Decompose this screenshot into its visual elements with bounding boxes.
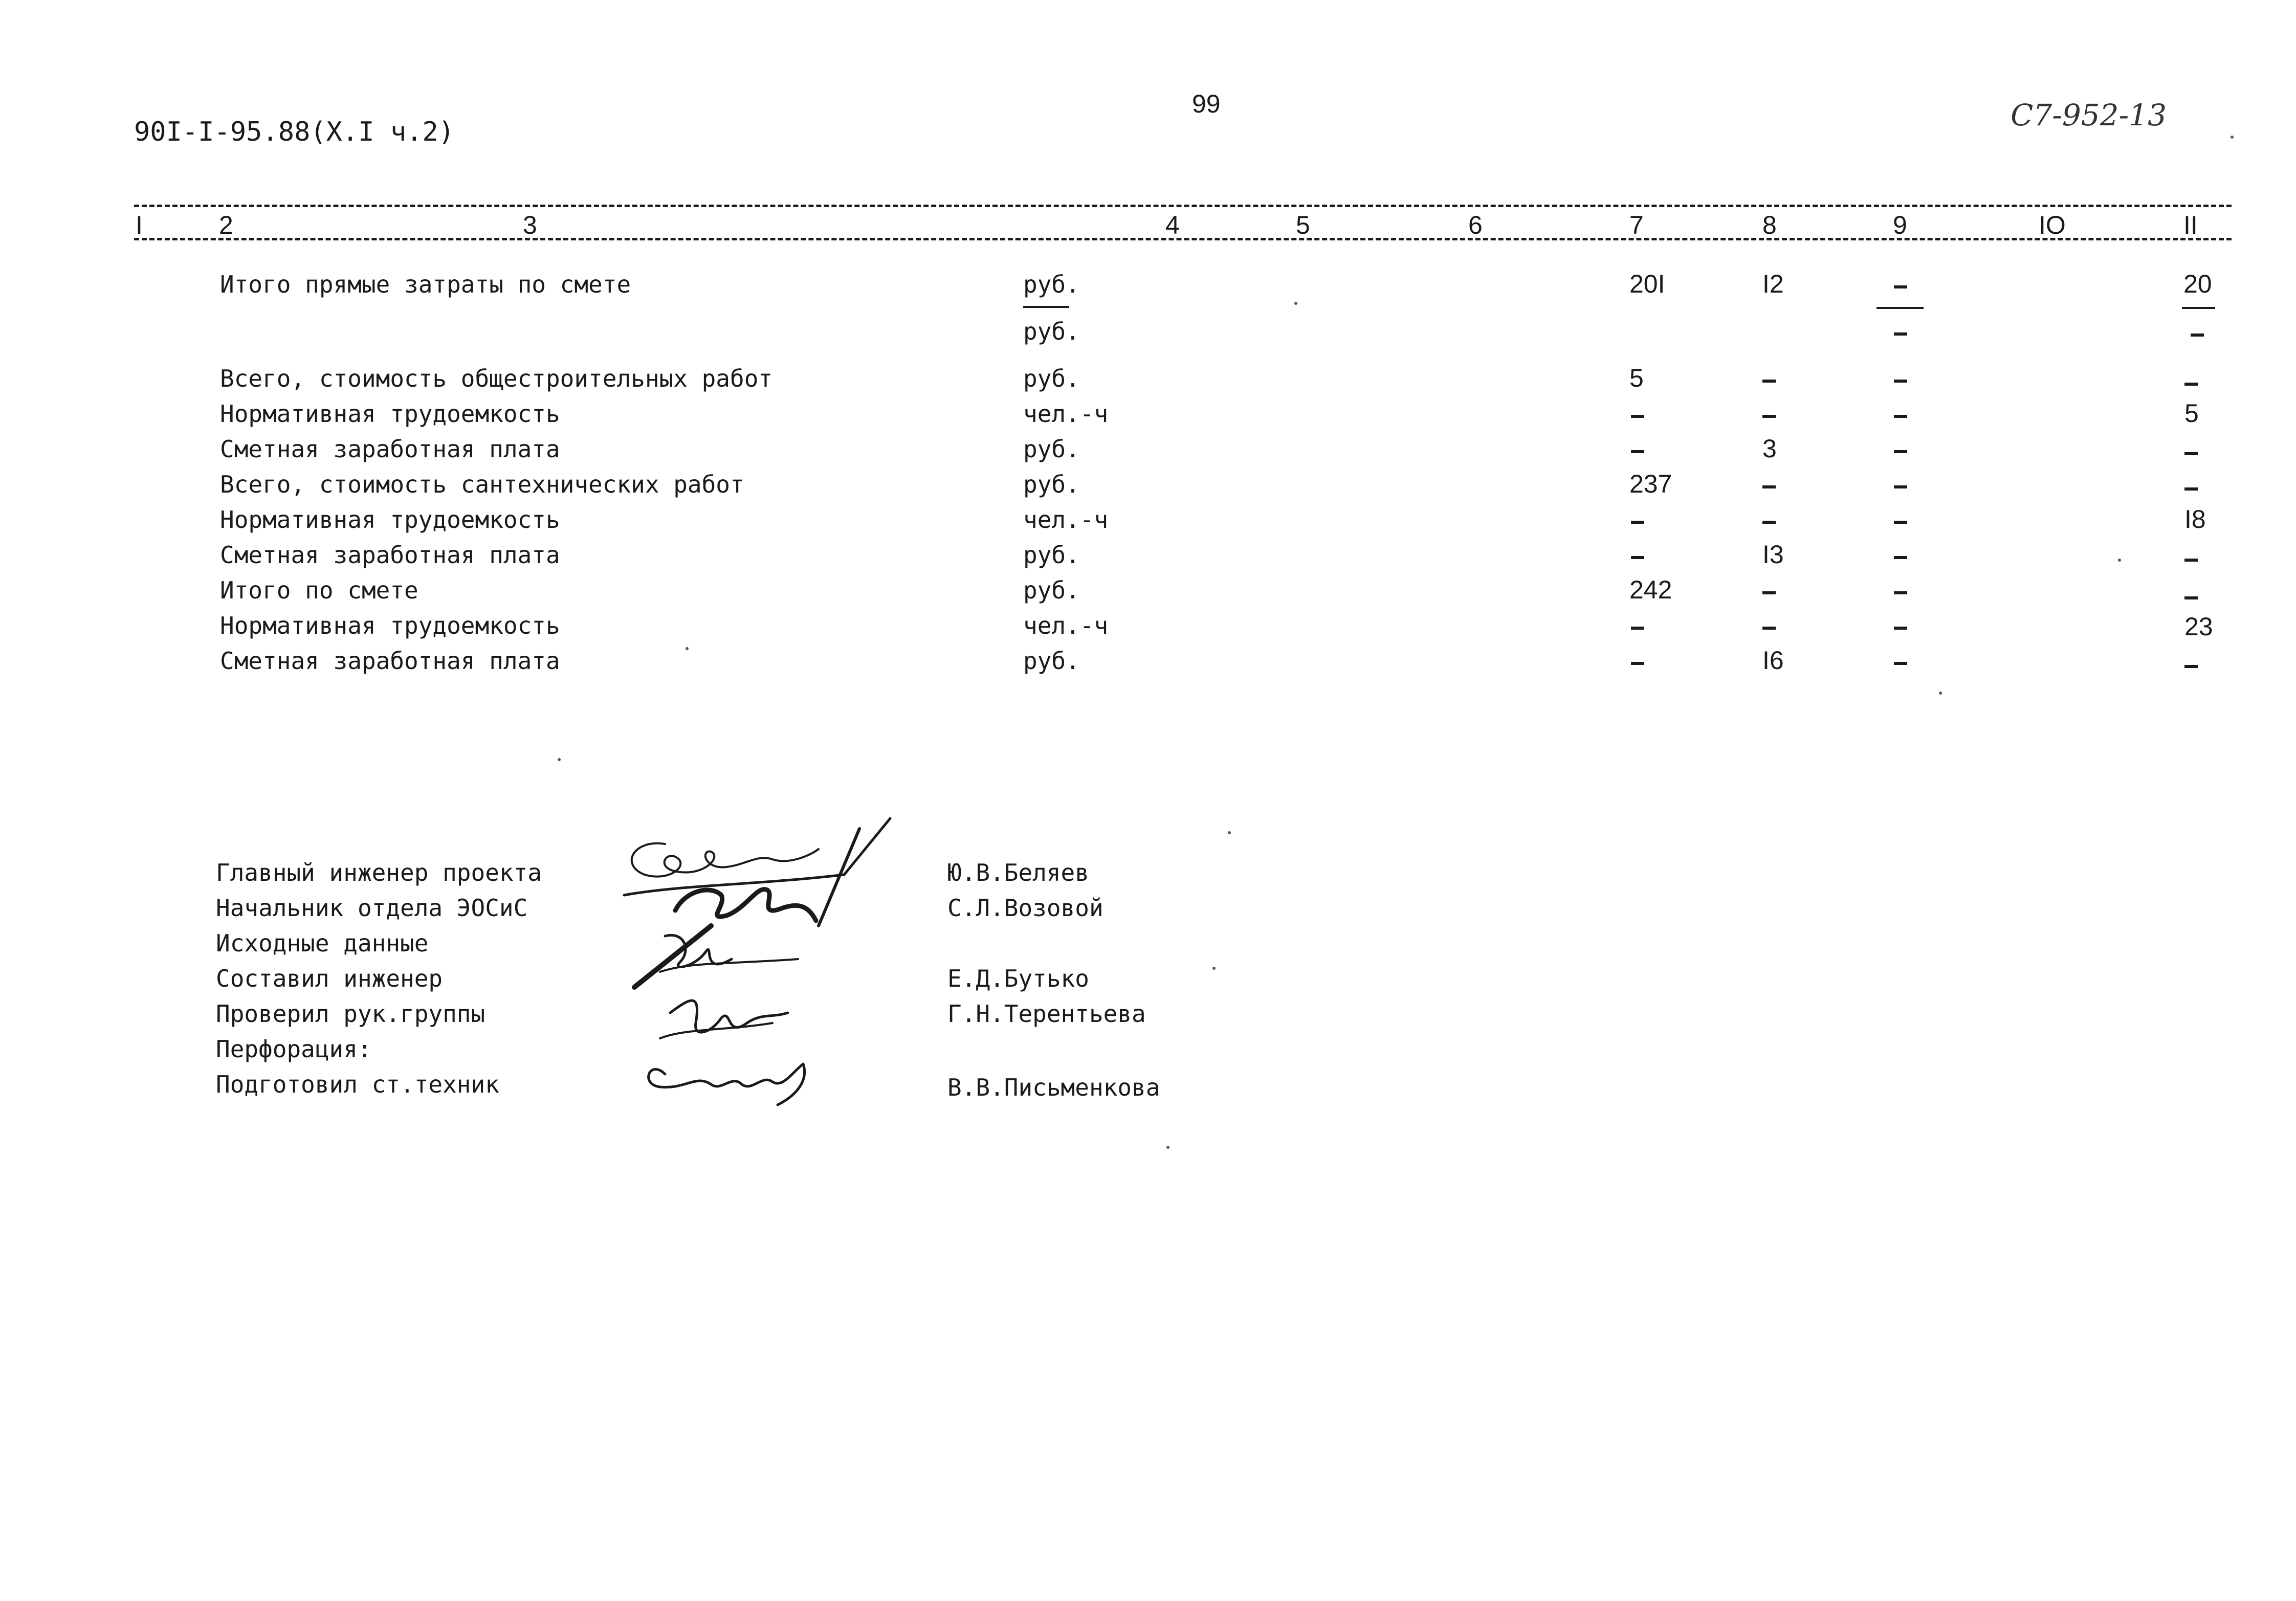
row-unit: руб. <box>1023 435 1080 463</box>
signatory-name: Г.Н.Терентьева <box>947 1000 1146 1028</box>
column-number-10: IO <box>2039 211 2066 239</box>
row-label: Сметная заработная плата <box>220 541 560 569</box>
row-unit: руб. <box>1023 647 1080 675</box>
column-number-9: 9 <box>1893 211 1907 239</box>
row-unit: чел.-ч <box>1023 612 1109 639</box>
cell-col11-dash <box>2184 452 2198 455</box>
row-unit: чел.-ч <box>1023 506 1109 533</box>
cell-col8-dash <box>1762 627 1776 630</box>
column-number-3: 3 <box>523 211 537 239</box>
row-unit: руб. <box>1023 271 1080 298</box>
cell-col8-dash <box>1762 485 1776 488</box>
cell-col8-dash <box>1762 591 1776 594</box>
scan-speck <box>2118 559 2121 562</box>
cell-col7-dash <box>1631 556 1644 559</box>
signature-role: Составил инженер <box>216 965 443 992</box>
cell-col11-dash <box>2184 665 2198 668</box>
scan-speck <box>1166 1146 1169 1149</box>
cell-col9-dash <box>1894 380 1907 383</box>
row-unit: руб. <box>1023 471 1080 498</box>
cell-col8-dash <box>1762 415 1776 418</box>
row-label: Всего, стоимость сантехнических работ <box>220 471 744 498</box>
row-unit: руб. <box>1023 541 1080 569</box>
cell-col8: I2 <box>1762 270 1784 298</box>
row-label: Сметная заработная плата <box>220 647 560 675</box>
document-code: 90I-I-95.88(X.I ч.2) <box>134 117 455 147</box>
cell-col11-dash <box>2191 333 2204 337</box>
col9-underline <box>1876 307 1924 309</box>
column-number-6: 6 <box>1468 211 1483 239</box>
cell-col9-dash <box>1894 450 1907 453</box>
scan-speck <box>2231 136 2234 139</box>
column-number-7: 7 <box>1629 211 1644 239</box>
col11-underline <box>2182 307 2215 309</box>
cell-col8: 3 <box>1762 434 1777 463</box>
signature-role: Начальник отдела ЭОСиС <box>216 894 528 922</box>
row-label: Сметная заработная плата <box>220 435 560 463</box>
signature-role: Главный инженер проекта <box>216 859 542 886</box>
cell-col8-dash <box>1762 380 1776 383</box>
cell-col7-dash <box>1631 415 1644 418</box>
cell-col7: 242 <box>1629 575 1672 604</box>
cell-col9-dash <box>1894 415 1907 418</box>
row-label: Нормативная трудоемкость <box>220 506 560 533</box>
row-label: Нормативная трудоемкость <box>220 400 560 428</box>
cell-col11-dash <box>2184 487 2198 491</box>
cell-col8-dash <box>1762 521 1776 524</box>
signatory-name: С.Л.Возовой <box>947 894 1103 922</box>
row-unit: руб. <box>1023 318 1080 345</box>
cell-col7: 5 <box>1629 364 1644 392</box>
header-bottom-rule <box>134 238 2232 240</box>
scan-speck <box>1228 831 1231 834</box>
cell-col9-dash <box>1894 627 1907 630</box>
column-number-4: 4 <box>1165 211 1180 239</box>
cell-col11: 5 <box>2184 399 2199 428</box>
cell-col9-dash <box>1894 662 1907 665</box>
cell-col11: 20 <box>2183 270 2212 298</box>
page-number: 99 <box>1192 90 1221 118</box>
signatory-name: Е.Д.Бутько <box>947 965 1089 992</box>
cell-col7-dash <box>1631 627 1644 630</box>
cell-col7-dash <box>1631 662 1644 665</box>
scan-speck <box>558 758 561 761</box>
scan-speck <box>686 647 689 650</box>
row-unit: руб. <box>1023 576 1080 604</box>
row-label: Итого по смете <box>220 576 418 604</box>
cell-col9-dash <box>1894 556 1907 559</box>
signatory-name: Ю.В.Беляев <box>947 859 1089 886</box>
signature-role: Перфорация: <box>216 1035 372 1063</box>
row-label: Всего, стоимость общестроительных работ <box>220 365 773 392</box>
unit-underline <box>1023 306 1069 308</box>
cell-col11: 23 <box>2184 612 2213 641</box>
cell-col9-dash <box>1894 332 1907 336</box>
column-number-5: 5 <box>1296 211 1310 239</box>
cell-col7: 237 <box>1629 470 1672 498</box>
cell-col8: I6 <box>1762 646 1784 675</box>
cell-col9-dash <box>1894 285 1907 288</box>
handwritten-signatures <box>604 808 931 1115</box>
cell-col9-dash <box>1894 485 1907 488</box>
cell-col9-dash <box>1894 521 1907 524</box>
column-number-2: 2 <box>219 211 233 239</box>
column-number-8: 8 <box>1762 211 1777 239</box>
scan-speck <box>1294 302 1297 305</box>
cell-col7: 20I <box>1629 270 1665 298</box>
column-number-1: I <box>136 211 143 239</box>
scan-speck <box>1939 692 1942 695</box>
cell-col7-dash <box>1631 521 1644 524</box>
row-unit: чел.-ч <box>1023 400 1109 428</box>
row-label: Итого прямые затраты по смете <box>220 271 631 298</box>
cell-col7-dash <box>1631 450 1644 453</box>
signature-role: Проверил рук.группы <box>216 1000 485 1028</box>
signatory-name: В.В.Письменкова <box>947 1074 1160 1101</box>
cell-col11-dash <box>2184 596 2198 599</box>
column-number-11: II <box>2183 211 2198 239</box>
cell-col11: I8 <box>2184 505 2206 533</box>
cell-col11-dash <box>2184 559 2198 562</box>
cell-col9-dash <box>1894 591 1907 594</box>
row-label: Нормативная трудоемкость <box>220 612 560 639</box>
row-unit: руб. <box>1023 365 1080 392</box>
header-top-rule <box>134 205 2232 207</box>
cell-col8: I3 <box>1762 540 1784 569</box>
signature-role: Подготовил ст.техник <box>216 1071 499 1098</box>
archive-stamp: C7-952-13 <box>2011 98 2167 132</box>
signature-role: Исходные данные <box>216 929 429 957</box>
scan-speck <box>1212 967 1216 970</box>
cell-col11-dash <box>2184 383 2198 386</box>
